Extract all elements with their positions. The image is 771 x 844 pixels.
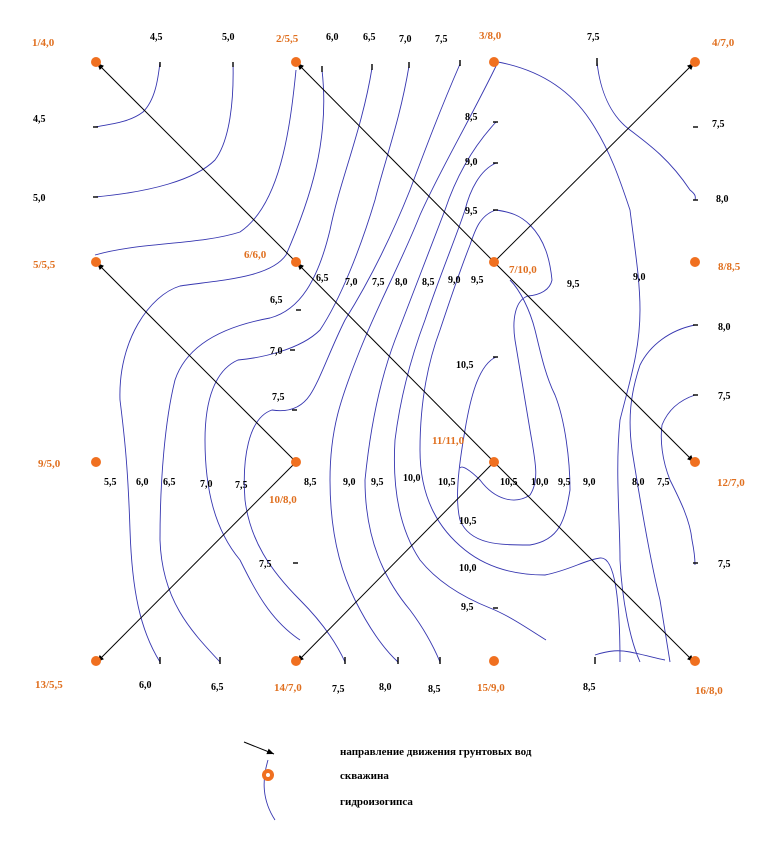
contour-label: 6,5 [270, 295, 283, 306]
well-marker-8 [690, 257, 700, 267]
isolines [95, 62, 695, 820]
contour-label: 7,0 [345, 277, 358, 288]
contour-label: 5,5 [104, 477, 117, 488]
contour-label: 6,0 [136, 477, 149, 488]
contour-label: 9,0 [583, 477, 596, 488]
legend-well-label: скважина [340, 770, 389, 782]
flow-arrow [494, 462, 694, 662]
contour-label: 9,5 [465, 206, 478, 217]
contour-label: 7,5 [235, 480, 248, 491]
contour-label: 7,5 [657, 477, 670, 488]
contour-label: 7,0 [270, 346, 283, 357]
contour-label: 7,5 [332, 684, 345, 695]
well-marker-11 [489, 457, 499, 467]
contour-label: 7,5 [435, 34, 448, 45]
contour-label: 4,5 [150, 32, 163, 43]
well-marker-15 [489, 656, 499, 666]
well-label-3: 3/8,0 [479, 30, 502, 42]
well-label-15: 15/9,0 [477, 682, 505, 694]
contour-label: 8,0 [379, 682, 392, 693]
contour-label: 9,0 [343, 477, 356, 488]
contour-label: 7,5 [372, 277, 385, 288]
well-label-1: 1/4,0 [32, 37, 55, 49]
well-marker-7 [489, 257, 499, 267]
contour-label: 8,5 [428, 684, 441, 695]
flow-arrow [494, 262, 694, 462]
well-marker-2 [291, 57, 301, 67]
contour-label: 7,5 [718, 559, 731, 570]
contour-label: 6,5 [316, 273, 329, 284]
well-marker-5 [91, 257, 101, 267]
contour-label: 9,0 [633, 272, 646, 283]
well-marker-3 [489, 57, 499, 67]
well-marker-1 [91, 57, 101, 67]
well-marker-10 [291, 457, 301, 467]
contour-label: 6,5 [211, 682, 224, 693]
legend-flow-label: направление движения грунтовых вод [340, 746, 532, 758]
well-label-14: 14/7,0 [274, 682, 302, 694]
flow-arrow [97, 63, 296, 262]
well-label-2: 2/5,5 [276, 33, 299, 45]
contour-label: 7,5 [712, 119, 725, 130]
contour-label: 7,5 [272, 392, 285, 403]
contour-label: 5,0 [222, 32, 235, 43]
contour-label: 8,5 [583, 682, 596, 693]
contour-label: 7,5 [718, 391, 731, 402]
contour-label: 10,0 [531, 477, 549, 488]
contour-label: 7,0 [200, 479, 213, 490]
contour-label: 8,0 [395, 277, 408, 288]
contour-label: 7,0 [399, 34, 412, 45]
contour-label: 8,5 [304, 477, 317, 488]
contour-label: 6,5 [163, 477, 176, 488]
contour-label: 10,5 [456, 360, 474, 371]
contour-label: 8,5 [465, 112, 478, 123]
contour-label: 5,0 [33, 193, 46, 204]
legend-flow-arrow-icon [244, 742, 274, 754]
contour-label: 10,0 [459, 563, 477, 574]
contour-label: 10,5 [438, 477, 456, 488]
isoline [460, 210, 552, 500]
contour-label: 6,5 [363, 32, 376, 43]
contour-label: 8,0 [632, 477, 645, 488]
well-marker-6 [291, 257, 301, 267]
flow-arrow [97, 263, 296, 462]
contour-label: 9,5 [371, 477, 384, 488]
well-label-13: 13/5,5 [35, 679, 63, 691]
well-label-7: 7/10,0 [509, 264, 537, 276]
contour-label: 6,0 [139, 680, 152, 691]
flow-arrow [494, 63, 694, 262]
well-label-5: 5/5,5 [33, 259, 56, 271]
well-marker-4 [690, 57, 700, 67]
contour-label: 4,5 [33, 114, 46, 125]
contour-label: 9,5 [471, 275, 484, 286]
well-label-4: 4/7,0 [712, 37, 735, 49]
well-marker-12 [690, 457, 700, 467]
contour-label: 8,0 [716, 194, 729, 205]
contour-label: 8,5 [422, 277, 435, 288]
legend-well-icon-center [266, 773, 270, 777]
flow-arrows [97, 63, 694, 662]
well-label-16: 16/8,0 [695, 685, 723, 697]
contour-label: 10,0 [403, 473, 421, 484]
well-labels [32, 30, 745, 697]
contour-label: 9,5 [567, 279, 580, 290]
contour-label: 8,0 [718, 322, 731, 333]
legend-isoline-label: гидроизогипса [340, 796, 413, 808]
well-label-10: 10/8,0 [269, 494, 297, 506]
isoline [205, 66, 409, 640]
contour-label: 7,5 [259, 559, 272, 570]
contour-label: 10,5 [500, 477, 518, 488]
isoline [120, 70, 324, 662]
contour-label: 9,5 [558, 477, 571, 488]
isoline [597, 62, 695, 200]
well-label-12: 12/7,0 [717, 477, 745, 489]
contour-label: 9,0 [465, 157, 478, 168]
isoline [244, 64, 460, 662]
legend [244, 742, 532, 808]
contour-label: 9,5 [461, 602, 474, 613]
contour-label: 10,5 [459, 516, 477, 527]
well-marker-16 [690, 656, 700, 666]
well-label-8: 8/8,5 [718, 261, 741, 273]
well-label-9: 9/5,0 [38, 458, 61, 470]
well-label-6: 6/6,0 [244, 249, 267, 261]
contour-label: 6,0 [326, 32, 339, 43]
isoline [95, 62, 160, 127]
isoline [498, 62, 640, 662]
well-marker-14 [291, 656, 301, 666]
isoline [630, 325, 695, 662]
isoline [95, 70, 296, 255]
well-marker-13 [91, 656, 101, 666]
flow-arrow [297, 462, 494, 662]
well-label-11: 11/11,0 [432, 435, 465, 447]
contour-label: 9,0 [448, 275, 461, 286]
isoline [595, 651, 665, 660]
contour-label: 7,5 [587, 32, 600, 43]
isoline [365, 122, 496, 662]
well-marker-9 [91, 457, 101, 467]
isoline [264, 760, 275, 820]
